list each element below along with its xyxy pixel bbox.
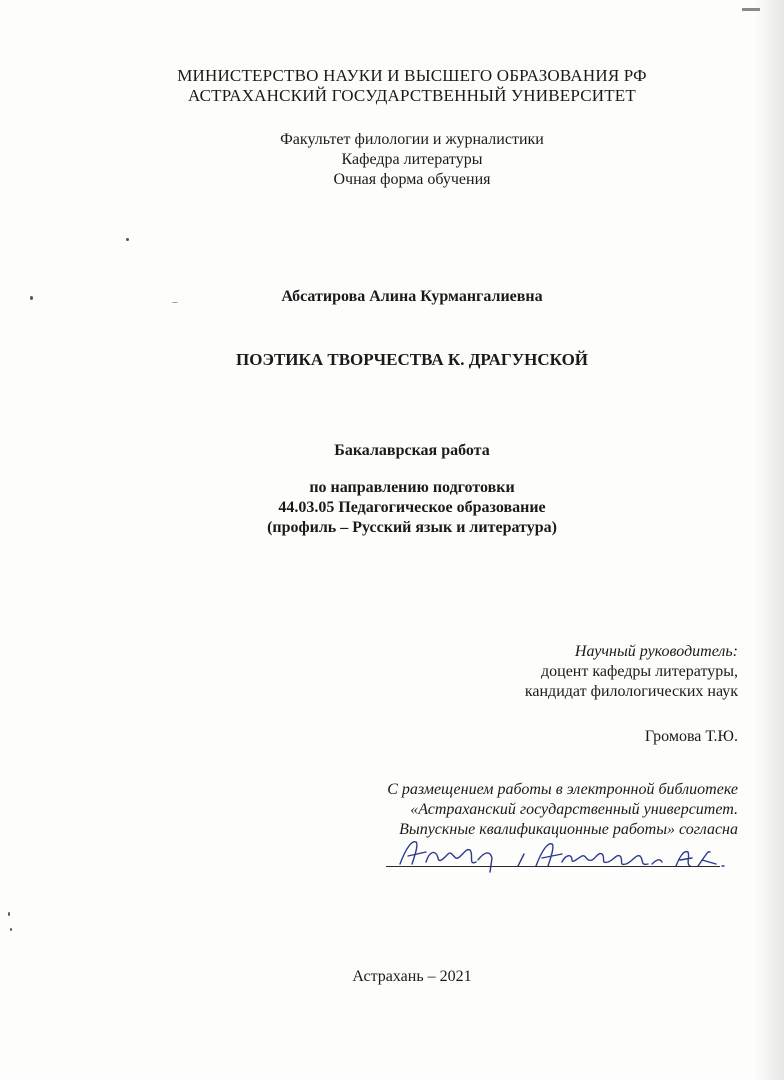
direction-label: по направлению подготовки [309,479,515,496]
author-name: Абсатирова Алина Курмангалиевна [281,288,543,305]
work-type: Бакалаврская работа [334,442,490,459]
scan-corner-mark [742,8,760,11]
institution-header [0,66,784,106]
consent-line-2: «Астраханский государственный университет. [410,801,738,818]
study-direction [0,478,784,538]
signature-separator [518,854,524,866]
ministry-name: МИНИСТЕРСТВО НАУКИ И ВЫСШЕГО ОБРАЗОВАНИЯ РФ [177,66,647,85]
supervisor-info [525,642,738,702]
direction-profile: (профиль – Русский язык и литература) [267,519,557,536]
supervisor-position: доцент кафедры литературы, [541,663,738,680]
faculty-info [0,130,784,190]
consent-line-1: С размещением работы в электронной библиотеке [387,781,738,798]
supervisor-name: Громова Т.Ю. [644,728,738,745]
consent-line-3: Выпускные квалификационные работы» согласна [399,821,738,838]
faculty-name: Факультет филологии и журналистики [280,131,544,148]
university-name: АСТРАХАНСКИЙ ГОСУДАРСТВЕННЫЙ УНИВЕРСИТЕТ [188,86,636,105]
scan-speck [10,928,12,931]
city-year: Астрахань – 2021 [352,968,472,985]
signature-line [386,866,720,867]
direction-code: 44.03.05 Педагогическое образование [278,499,546,516]
scan-speck [126,238,129,241]
scan-speck [8,912,10,916]
supervisor-label: Научный руководитель: [574,643,738,660]
thesis-title: ПОЭТИКА ТВОРЧЕСТВА К. ДРАГУНСКОЙ [235,350,589,369]
handwritten-signature [386,828,736,878]
supervisor-degree: кандидат филологических наук [524,683,738,700]
signature-scribble [400,842,492,872]
study-form: Очная форма обучения [333,171,491,188]
department-name: Кафедра литературы [341,151,483,168]
signature-name-stroke [536,844,724,866]
